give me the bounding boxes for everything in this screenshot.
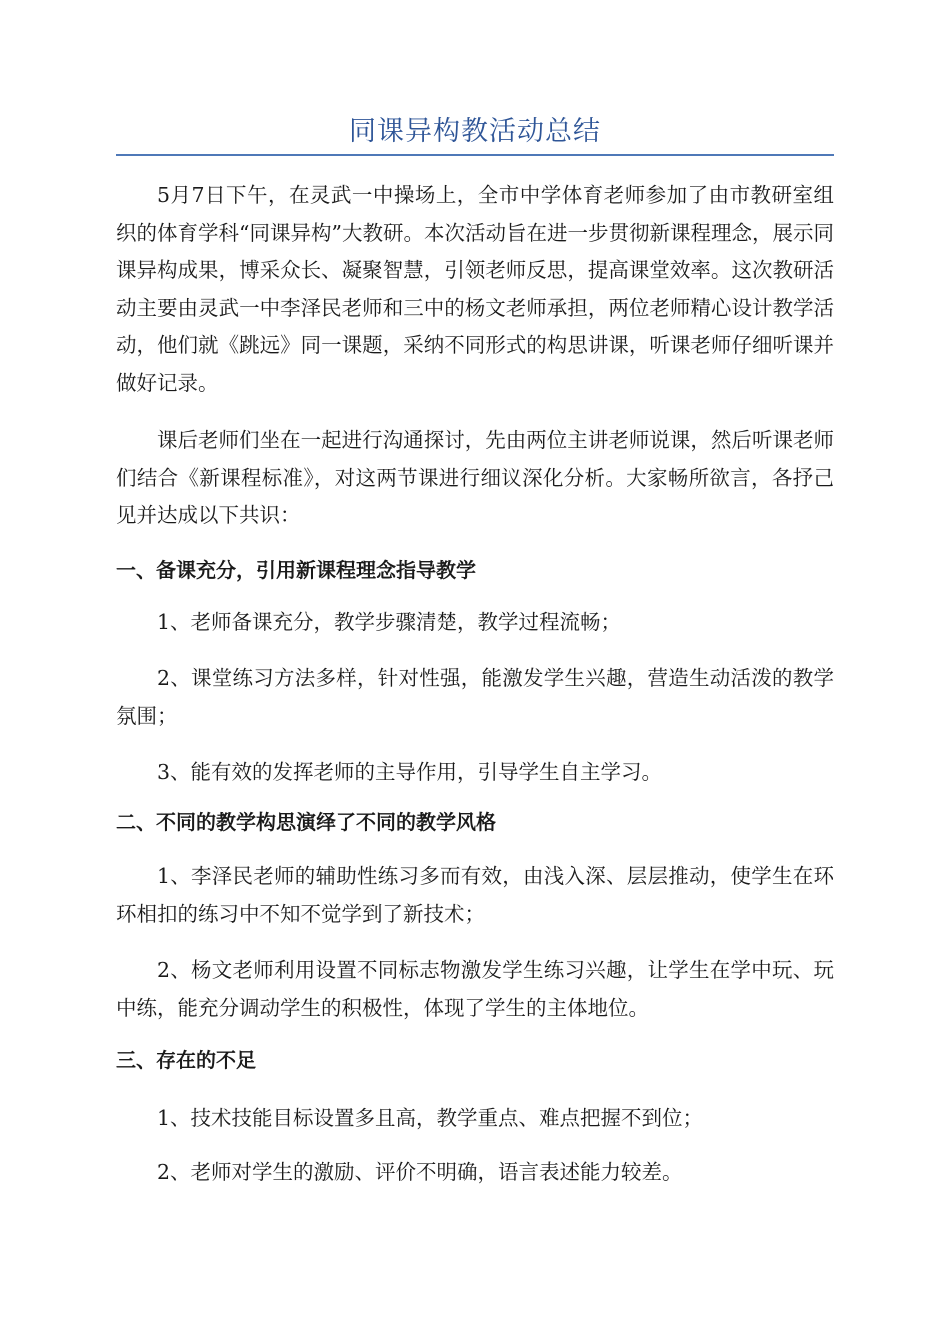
section-1-item-3: 3、能有效的发挥老师的主导作用，引导学生自主学习。 [157,760,663,784]
discussion-paragraph: 课后老师们坐在一起进行沟通探讨，先由两位主讲老师说课，然后听课老师们结合《新课程标准》，对这两节课进行细议深化分析。大家畅所欲言，各抒己见并达成以下共识： [116,428,834,527]
section-2-item-2: 2、杨文老师利用设置不同标志物激发学生练习兴趣，让学生在学中玩、玩中练，能充分调动学生的积极性，体现了学生的主体地位。 [116,958,834,1020]
title-underline [116,154,834,156]
section-3-item-2: 2、老师对学生的激励、评价不明确，语言表述能力较差。 [157,1160,683,1184]
section-1-item-2: 2、课堂练习方法多样，针对性强，能激发学生兴趣，营造生动活泼的教学氛围； [116,666,834,728]
intro-paragraph: 5月7日下午，在灵武一中操场上，全市中学体育老师参加了由市教研室组织的体育学科“同课异构”大教研。本次活动旨在进一步贯彻新课程理念，展示同课异构成果，博采众长、凝聚智慧，引领老师反思，提高课堂效率。这次教研活动主要由灵武一中李泽民老师和三中的杨文老师承担，两位老师精心设计教学活动，他们就《跳远》同一课题，采纳不同形式的构思讲课，听课老师仔细听课并做好记录。 [116,183,834,395]
section-heading-2: 二、不同的教学构思演绎了不同的教学风格 [116,810,496,834]
section-3-item-1: 1、技术技能目标设置多且高，教学重点、难点把握不到位； [157,1106,704,1130]
section-heading-1: 一、备课充分，引用新课程理念指导教学 [116,558,476,582]
document-title: 同课异构教活动总结 [349,116,601,147]
section-1-item-1: 1、老师备课充分，教学步骤清楚，教学过程流畅； [157,610,622,634]
section-heading-3: 三、存在的不足 [116,1048,256,1072]
section-2-item-1: 1、李泽民老师的辅助性练习多而有效，由浅入深、层层推动，使学生在环环相扣的练习中不知不觉学到了新技术； [116,864,834,926]
